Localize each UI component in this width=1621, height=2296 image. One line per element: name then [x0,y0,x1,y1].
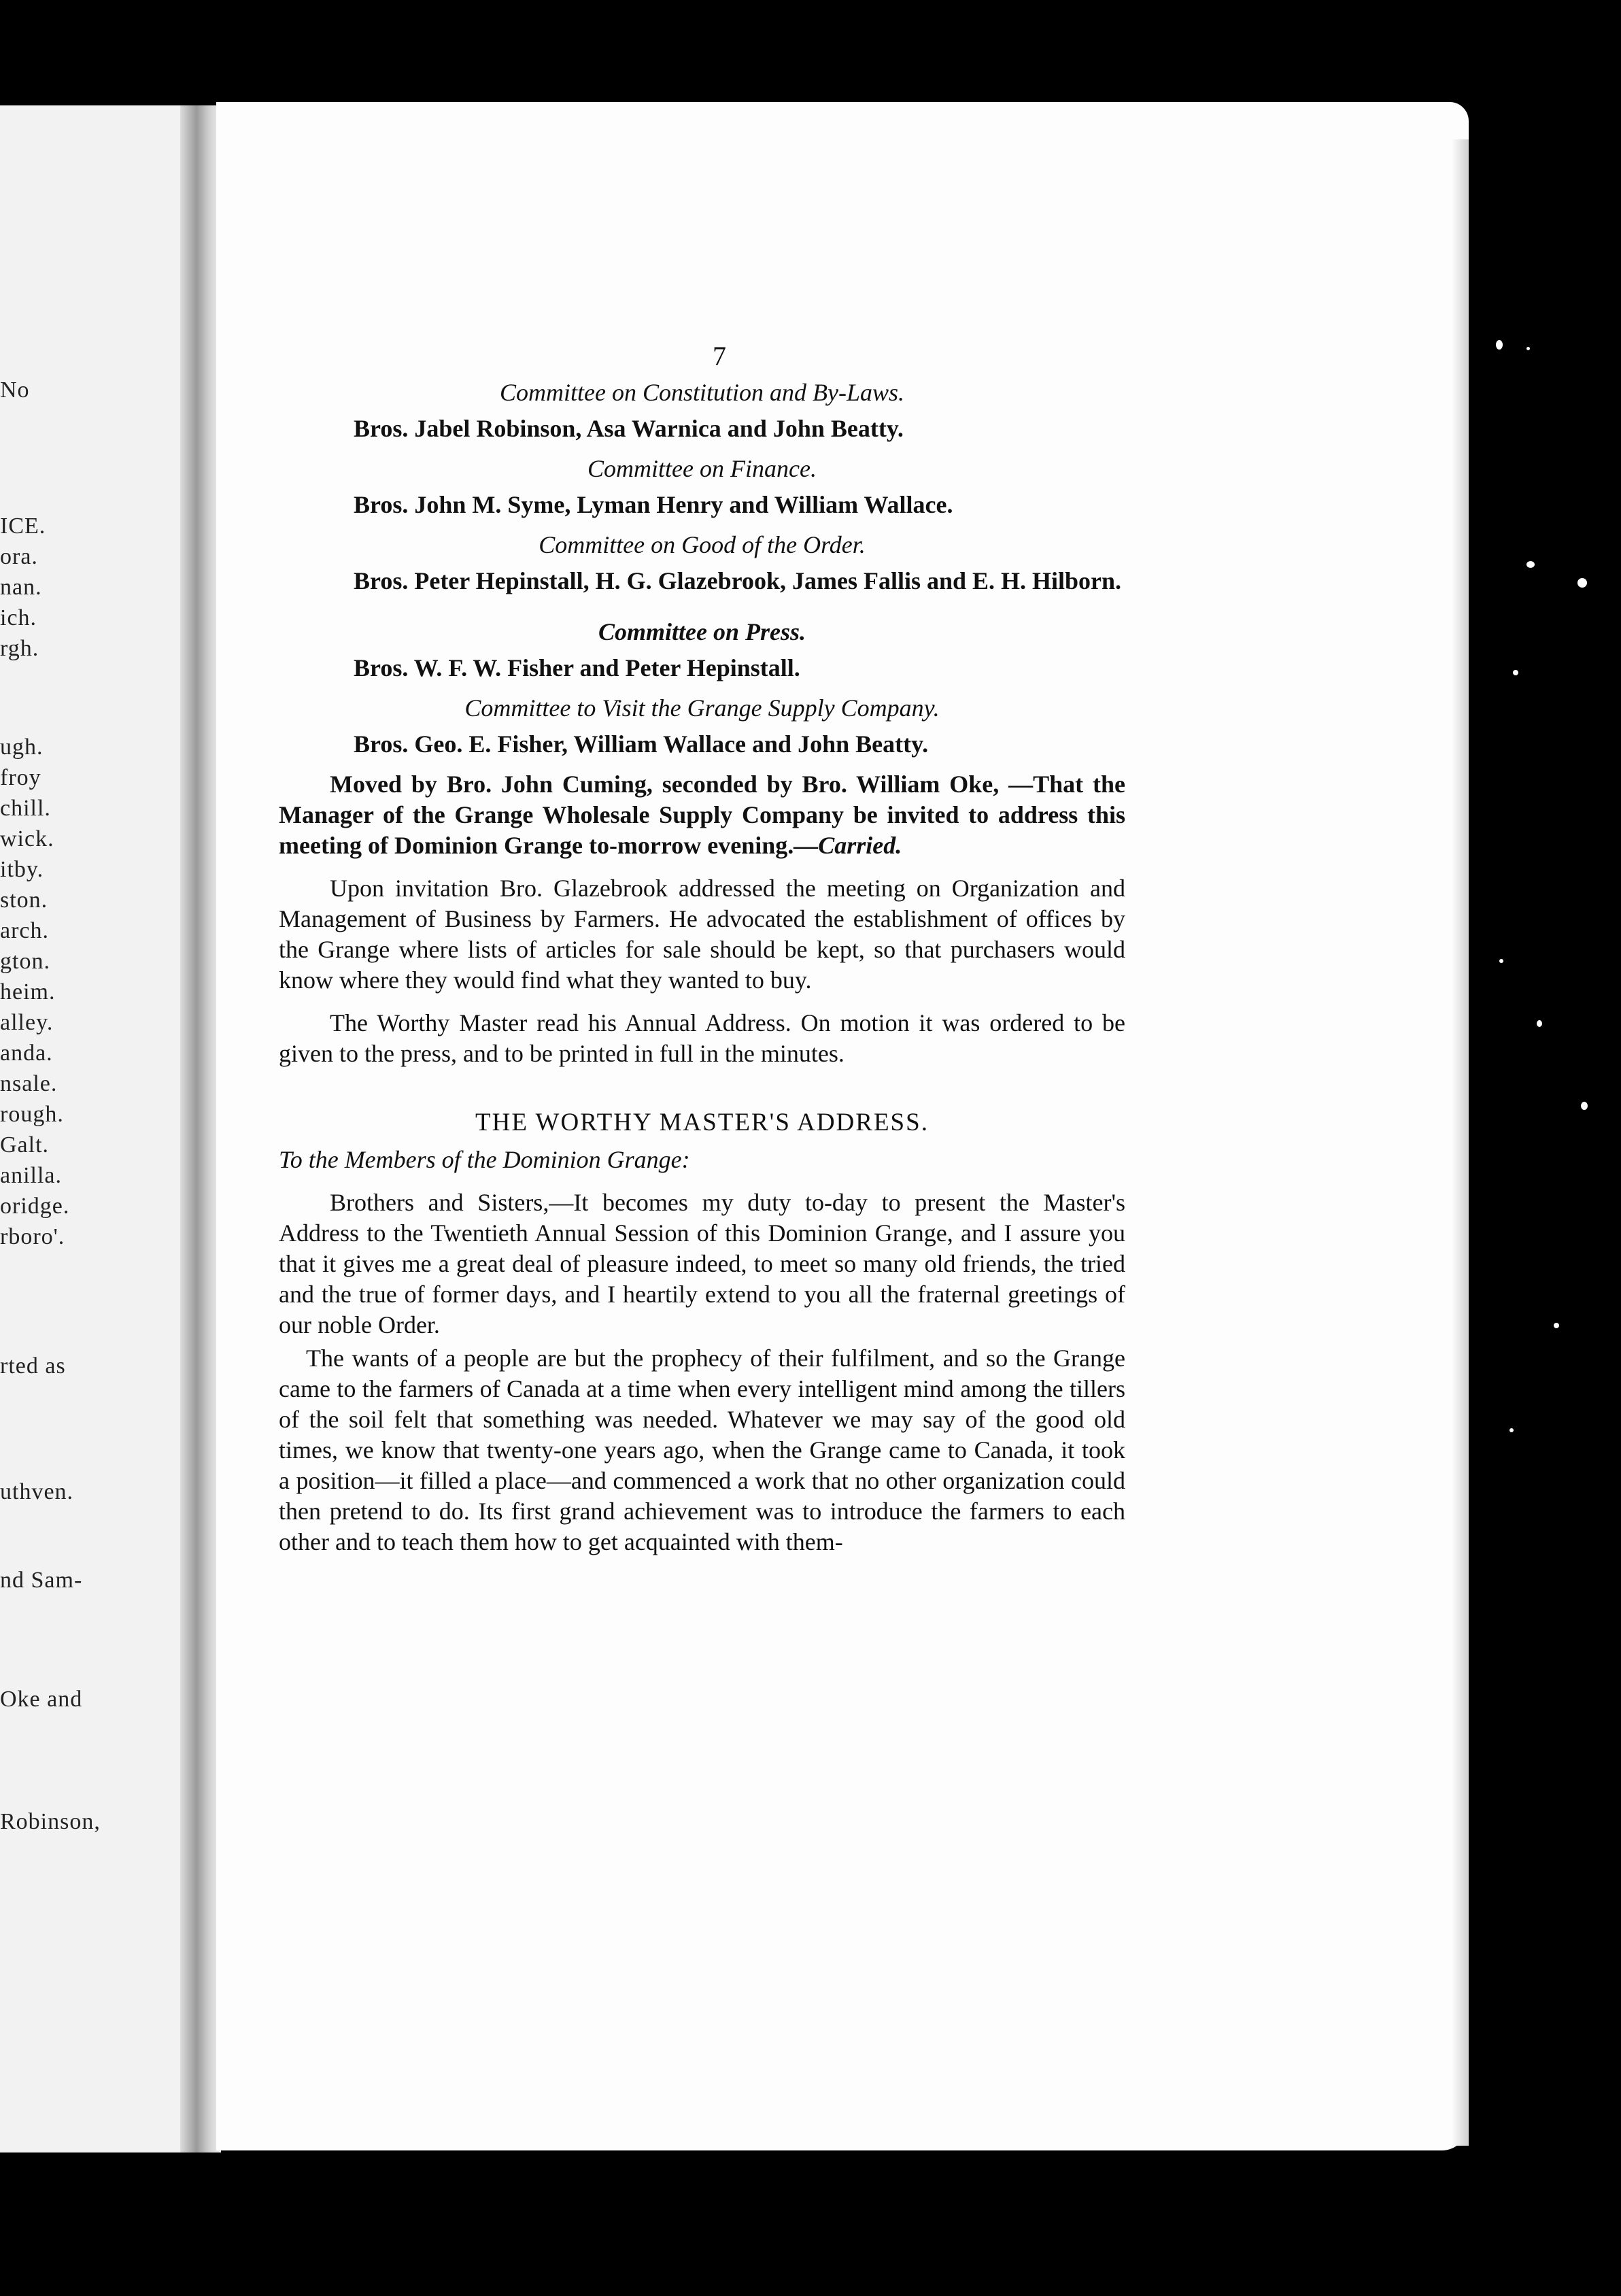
left-page-fragment: rted as [0,1353,66,1379]
committee-members: Bros. Peter Hepinstall, H. G. Glazebrook, James Fallis and E. H. Hilborn. [354,567,1122,594]
committee-heading: Committee on Constitution and By-Laws. [499,379,904,406]
committee-heading: Committee on Press. [598,618,806,645]
scan-speck [1526,347,1530,350]
left-page-fragment: Robinson, [0,1809,101,1834]
left-page-fragment: oridge. [0,1194,70,1219]
left-page-fragment: nan. [0,575,42,600]
motion-text: Moved by Bro. John Cuming, seconded by Bro. William Oke, —That the Manager of the Grange Wholesale Supply Company be invited to address this meeting of Dominion Grange to-morrow evening. [279,771,1125,859]
page-number: 7 [713,341,726,371]
motion-carried: —Carried. [794,832,902,859]
left-page-fragment: ICE. [0,513,46,539]
left-page-fragment: No [0,377,30,403]
left-page-fragment: ugh. [0,735,44,760]
scan-speck [1581,1102,1588,1110]
left-page-fragment: heim. [0,979,56,1004]
committee-heading: Committee on Finance. [587,455,817,482]
page-edge-shadow [1452,139,1469,2146]
scan-speck [1537,1020,1542,1027]
scan-speck [1554,1323,1559,1328]
left-page-fragment: chill. [0,796,51,821]
annual-address-paragraph: The Worthy Master read his Annual Address. On motion it was ordered to be given to the press, and to be printed in full in the minutes. [279,1009,1125,1067]
left-page-fragment: alley. [0,1010,54,1035]
left-page-fragment: uthven. [0,1479,74,1504]
left-page-fragment: froy [0,765,41,790]
address-paragraph-1: Brothers and Sisters,—It becomes my duty to-day to present the Master's Address to the Twentieth Annual Session of this Dominion Grange, and I assure you that it gives me a great deal of pleasure indeed, to meet so many old friends, the tried and the true of former days, and I heartily extend to you all the fraternal greetings of our noble Order. [279,1189,1125,1338]
left-page-fragment: ich. [0,605,37,630]
book-gutter [180,105,221,2152]
left-page-fragment: ora. [0,544,38,569]
left-page-fragment: Oke and [0,1687,83,1712]
salutation: To the Members of the Dominion Grange: [279,1146,690,1173]
motion-paragraph [279,769,1125,861]
section-title: THE WORTHY MASTER'S ADDRESS. [475,1109,929,1136]
left-page-fragment: Galt. [0,1132,50,1158]
scan-speck [1526,561,1535,568]
invitation-paragraph: Upon invitation Bro. Glazebrook addressed the meeting on Organization and Management of Business by Farmers. He advocated the establishment of offices by the Grange where lists of articles for sale should be kept, so that purchasers would know where they would find what they wanted to buy. [279,875,1125,994]
committee-members: Bros. W. F. W. Fisher and Peter Hepinstall. [354,654,800,681]
scan-speck [1513,670,1518,675]
left-page-fragment: nd Sam- [0,1568,83,1593]
address-paragraph-2: The wants of a people are but the prophecy of their fulfilment, and so the Grange came to the farmers of Canada at a time when every intelligent mind among the tillers of the soil felt that something was needed. Whatever we may say of the good old times, we know that twenty-one years ago, when the Grange came to Canada, it took a position—it filled a place—and commenced a work that no other organization could then pretend to do. Its first grand achievement was to introduce the farmers to each other and to teach them how to get acquainted with them- [279,1345,1125,1555]
left-page-fragment: gton. [0,949,50,974]
committee-members: Bros. Jabel Robinson, Asa Warnica and John Beatty. [354,415,904,442]
left-page-fragment: rboro'. [0,1224,65,1249]
left-page-fragment: wick. [0,826,54,851]
page-text-block [279,377,1125,1557]
left-page-fragment: anda. [0,1041,53,1066]
left-page-fragment: rough. [0,1102,64,1127]
left-page-fragment: anilla. [0,1163,63,1188]
scan-speck [1577,578,1587,588]
committee-members: Bros. John M. Syme, Lyman Henry and William Wallace. [354,491,953,518]
committee-heading: Committee to Visit the Grange Supply Company. [464,694,940,722]
scan-speck [1509,1428,1514,1432]
left-page-fragment: itby. [0,857,44,882]
left-page-fragment: nsale. [0,1071,58,1096]
left-page-fragment: ston. [0,888,48,913]
left-facing-page [0,105,201,2152]
left-page-fragment: arch. [0,918,50,943]
left-page-fragment: rgh. [0,636,39,661]
scan-speck [1499,959,1503,963]
committee-members: Bros. Geo. E. Fisher, William Wallace and John Beatty. [354,730,929,758]
scan-speck [1496,340,1503,350]
committee-heading: Committee on Good of the Order. [539,531,866,558]
